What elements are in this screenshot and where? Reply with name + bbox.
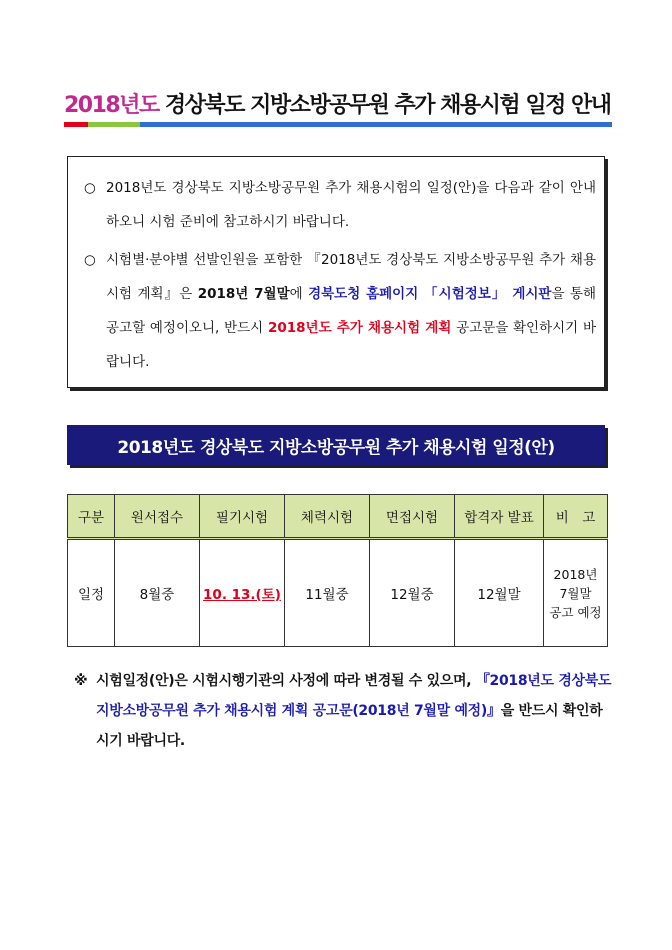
table-header-row [68, 495, 608, 539]
notice-text-part: 시험별·분야별 선발인원을 포함한 『2018년도 경상북도 지방소방공무원 추가 채용시험 계획』은 [106, 252, 596, 302]
table-header-cell: 면접시험 [370, 495, 455, 539]
written-exam-date: 10. 13.(토) [203, 587, 281, 603]
table-header-cell: 원서접수 [115, 495, 200, 539]
table-header-cell: 구분 [68, 495, 115, 539]
table-cell-interview: 12월중 [370, 539, 455, 647]
table-cell-note: 2018년 7월말 공고 예정 [544, 539, 608, 647]
bullet-circle-icon: ○ [84, 252, 96, 268]
notice-date-emphasis: 2018년 7월말 [197, 286, 290, 302]
table-cell-written [200, 539, 285, 647]
table-header-cell: 비 고 [544, 495, 608, 539]
bullet-circle-icon: ○ [84, 180, 96, 196]
table-header-cell: 필기시험 [200, 495, 285, 539]
title-text: 경상북도 지방소방공무원 추가 채용시험 일정 안내 [158, 93, 611, 118]
underline-segment-blue [140, 122, 612, 127]
notice-text [106, 243, 596, 379]
notice-text-part: 에 [289, 286, 309, 302]
reference-mark-icon: ※ [74, 673, 88, 689]
title-year: 2018년도 [64, 93, 159, 118]
table-row [68, 539, 608, 647]
notice-text-part: 을 통해 공고할 예정이오니, 반드시 [106, 286, 596, 336]
table-cell-physical: 11월중 [285, 539, 370, 647]
footnote-text-part: 을 반드시 확인하시기 바랍니다. [96, 703, 603, 749]
table-cell-label: 일정 [68, 539, 115, 647]
table-header-cell: 합격자 발표 [455, 495, 544, 539]
page-title [64, 88, 612, 119]
notice-text: 2018년도 경상북도 지방소방공무원 추가 채용시험의 일정(안)을 다음과 같이 안내하오니 시험 준비에 참고하시기 바랍니다. [106, 180, 596, 230]
schedule-banner: 2018년도 경상북도 지방소방공무원 추가 채용시험 일정(안) [67, 425, 605, 465]
underline-segment-red [64, 122, 88, 127]
footnote-text-part: 시험일정(안)은 시험시행기관의 사정에 따라 변경될 수 있으며, [96, 673, 476, 689]
title-underline-bar [64, 122, 612, 127]
notice-box [67, 156, 605, 388]
notice-board-emphasis: 경북도청 홈페이지 「시험정보」 게시판 [308, 286, 552, 302]
table-cell-application: 8월중 [115, 539, 200, 647]
schedule-table [67, 494, 608, 647]
notice-text-part: 공고문을 확인하시기 바랍니다. [106, 320, 596, 370]
table-cell-announcement: 12월말 [455, 539, 544, 647]
footnote-emphasis: 『2018년도 경상북도 지방소방공무원 추가 채용시험 계획 공고문(2018년 7월말 예정)』 [96, 673, 612, 719]
underline-segment-green [88, 122, 140, 127]
footnote-text [96, 666, 612, 756]
table-header-cell: 체력시험 [285, 495, 370, 539]
notice-item [84, 171, 596, 239]
footnote [74, 666, 612, 756]
notice-plan-emphasis: 2018년도 추가 채용시험 계획 [267, 320, 452, 336]
notice-item [84, 243, 596, 379]
